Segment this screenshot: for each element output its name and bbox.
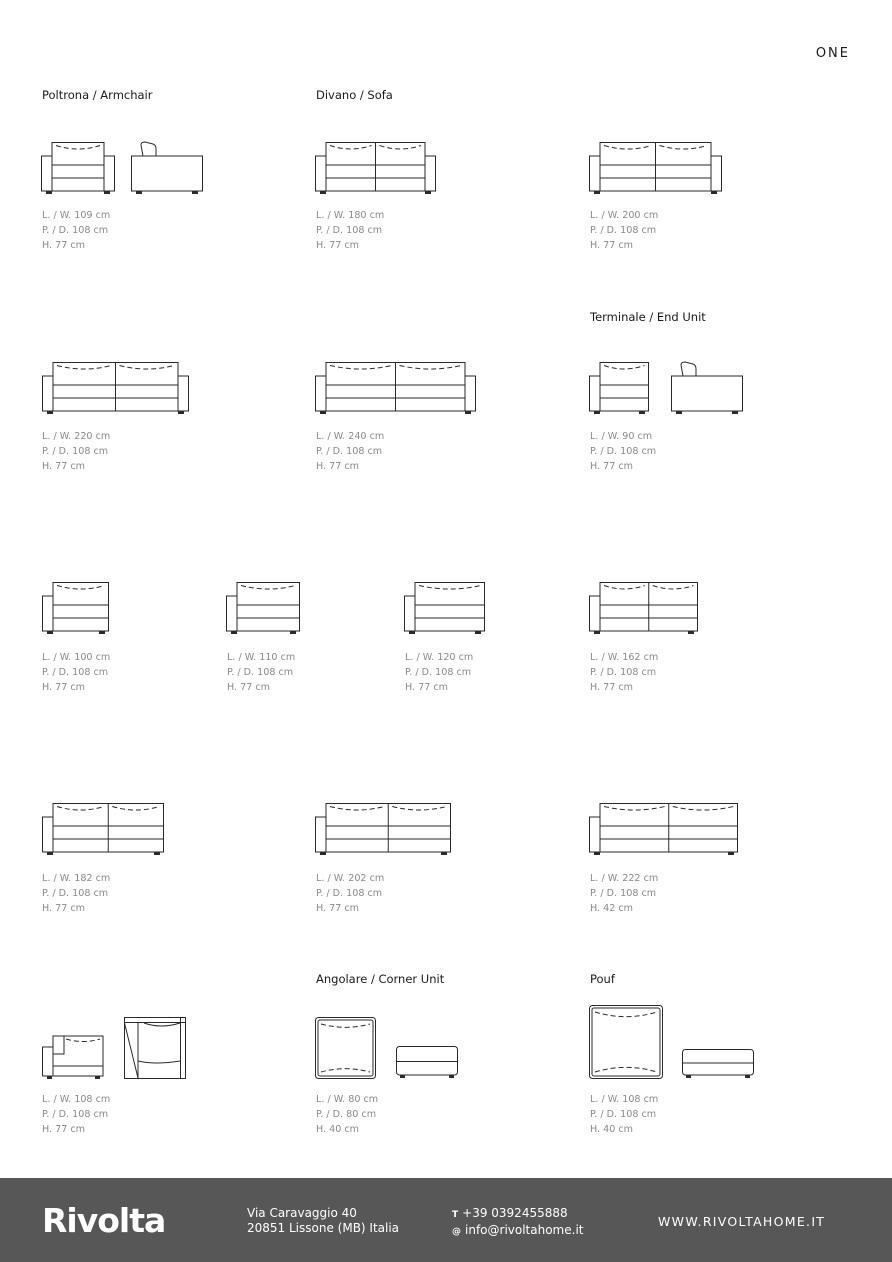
spec-line: P. / D. 108 cm <box>316 446 383 457</box>
spec-line: L. / W. 100 cm <box>42 652 111 663</box>
spec-sofa-220 <box>42 429 110 474</box>
spec-line: L. / W. 200 cm <box>590 210 659 221</box>
spec-line: H. 77 cm <box>590 682 634 693</box>
end-unit-side-drawing <box>671 360 743 416</box>
spec-line: H. 77 cm <box>42 903 86 914</box>
spec-line: H. 42 cm <box>590 903 634 914</box>
footer-contact <box>452 1206 583 1240</box>
spec-line: P. / D. 108 cm <box>590 888 657 899</box>
spec-line: P. / D. 108 cm <box>590 225 657 236</box>
section-title-armchair: Poltrona / Armchair <box>42 88 153 102</box>
spec-line: P. / D. 108 cm <box>42 446 109 457</box>
spec-module-120 <box>405 650 473 695</box>
spec-line: P. / D. 108 cm <box>316 888 383 899</box>
pouf-108-side-drawing <box>682 1049 754 1079</box>
pouf-80-side-drawing <box>396 1046 458 1079</box>
spec-line: L. / W. 182 cm <box>42 873 111 884</box>
spec-line: H. 40 cm <box>316 1124 360 1135</box>
spec-module-110 <box>227 650 295 695</box>
spec-line: P. / D. 108 cm <box>590 667 657 678</box>
spec-corner-unit <box>42 1092 110 1137</box>
spec-line: H. 77 cm <box>42 682 86 693</box>
page-title: ONE <box>815 46 850 61</box>
spec-sofa-180 <box>316 208 384 253</box>
module-162-front-drawing <box>589 580 698 636</box>
svg-text:Rivolta: Rivolta <box>42 1201 166 1240</box>
address-line-2: 20851 Lissone (MB) Italia <box>247 1221 400 1235</box>
spec-line: P. / D. 108 cm <box>42 667 109 678</box>
spec-line: H. 40 cm <box>590 1124 634 1135</box>
spec-line: L. / W. 108 cm <box>42 1094 111 1105</box>
spec-line: L. / W. 108 cm <box>590 1094 659 1105</box>
spec-line: P. / D. 108 cm <box>42 1109 109 1120</box>
footer <box>0 1178 892 1262</box>
spec-line: L. / W. 220 cm <box>42 431 111 442</box>
spec-line: H. 77 cm <box>316 461 360 472</box>
module-222-front-drawing <box>589 801 738 857</box>
module-182-front-drawing <box>42 801 164 857</box>
spec-module-100 <box>42 650 110 695</box>
spec-line: H. 77 cm <box>42 1124 86 1135</box>
spec-line: L. / W. 110 cm <box>227 652 296 663</box>
module-100-front-drawing <box>42 580 109 636</box>
spec-module-202 <box>316 871 384 916</box>
pouf-80-top-drawing <box>315 1017 376 1079</box>
phone-label: T <box>452 1210 459 1220</box>
sofa-200-front-drawing <box>589 140 722 196</box>
spec-line: L. / W. 109 cm <box>42 210 111 221</box>
sofa-240-front-drawing <box>315 360 476 416</box>
module-110-front-drawing <box>226 580 300 636</box>
spec-line: P. / D. 108 cm <box>42 888 109 899</box>
spec-module-182 <box>42 871 110 916</box>
armchair-front-drawing <box>41 140 115 196</box>
pouf-108-top-drawing <box>589 1005 663 1079</box>
corner-front-drawing <box>42 1035 104 1080</box>
spec-pouf-108 <box>590 1092 658 1137</box>
spec-module-222 <box>590 871 658 916</box>
end-unit-front-drawing <box>589 360 649 416</box>
spec-line: H. 77 cm <box>316 903 360 914</box>
section-title-pouf: Pouf <box>590 972 615 986</box>
spec-line: H. 77 cm <box>590 240 634 251</box>
section-title-end-unit: Terminale / End Unit <box>590 310 706 324</box>
corner-top-drawing <box>124 1017 186 1079</box>
spec-line: L. / W. 202 cm <box>316 873 385 884</box>
spec-pouf-80 <box>316 1092 378 1137</box>
spec-end-unit <box>590 429 656 474</box>
spec-line: L. / W. 240 cm <box>316 431 385 442</box>
spec-line: P. / D. 108 cm <box>316 225 383 236</box>
spec-line: H. 77 cm <box>316 240 360 251</box>
spec-line: P. / D. 108 cm <box>405 667 472 678</box>
spec-armchair <box>42 208 110 253</box>
sofa-220-front-drawing <box>42 360 189 416</box>
spec-line: L. / W. 120 cm <box>405 652 474 663</box>
spec-sofa-240 <box>316 429 384 474</box>
spec-line: P. / D. 108 cm <box>227 667 294 678</box>
website-link[interactable]: WWW.RIVOLTAHOME.IT <box>658 1214 826 1229</box>
spec-line: L. / W. 222 cm <box>590 873 659 884</box>
spec-line: L. / W. 162 cm <box>590 652 659 663</box>
spec-line: H. 77 cm <box>590 461 634 472</box>
section-title-sofa: Divano / Sofa <box>316 88 393 102</box>
email-link[interactable]: info@rivoltahome.it <box>465 1223 584 1237</box>
section-title-corner-unit: Angolare / Corner Unit <box>316 972 445 986</box>
rivolta-logo <box>42 1200 167 1240</box>
phone-link[interactable]: +39 0392455888 <box>462 1206 568 1220</box>
spec-line: L. / W. 180 cm <box>316 210 385 221</box>
armchair-side-drawing <box>131 140 203 196</box>
module-120-front-drawing <box>404 580 485 636</box>
spec-line: H. 77 cm <box>405 682 449 693</box>
spec-module-162 <box>590 650 658 695</box>
sofa-180-front-drawing <box>315 140 436 196</box>
spec-line: L. / W. 90 cm <box>590 431 653 442</box>
spec-line: H. 77 cm <box>42 240 86 251</box>
spec-line: P. / D. 108 cm <box>42 225 109 236</box>
spec-line: P. / D. 108 cm <box>590 1109 657 1120</box>
spec-line: L. / W. 80 cm <box>316 1094 379 1105</box>
footer-address <box>247 1206 399 1236</box>
address-line-1: Via Caravaggio 40 <box>247 1206 357 1220</box>
email-label: @ <box>452 1227 461 1237</box>
module-202-front-drawing <box>315 801 451 857</box>
spec-sofa-200 <box>590 208 658 253</box>
spec-line: P. / D. 80 cm <box>316 1109 377 1120</box>
spec-line: H. 77 cm <box>227 682 271 693</box>
spec-line: P. / D. 108 cm <box>590 446 657 457</box>
spec-line: H. 77 cm <box>42 461 86 472</box>
